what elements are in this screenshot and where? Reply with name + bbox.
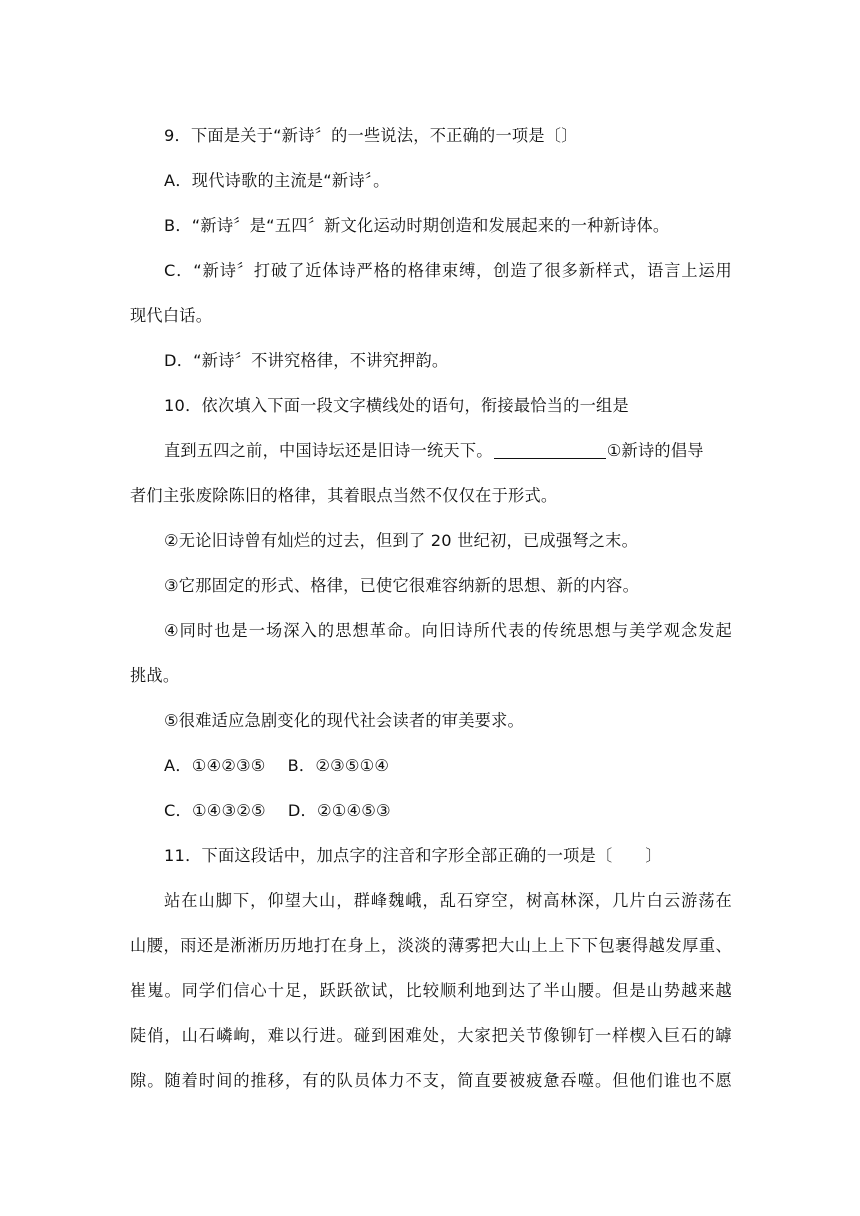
q10-option-a: A．①④②③⑤ bbox=[164, 756, 266, 775]
q10-passage-line1 bbox=[130, 428, 732, 473]
fill-in-blank bbox=[494, 440, 606, 459]
q10-stem: 10．依次填入下面一段文字横线处的语句，衔接最恰当的一组是 bbox=[164, 396, 629, 415]
q10-passage-line2: 者们主张废除陈旧的格律，其着眼点当然不仅仅在于形式。 bbox=[130, 486, 558, 505]
q9-option-a: A．现代诗歌的主流是“新诗〞。 bbox=[164, 171, 390, 190]
q9-option-b: B．“新诗〞是“五四〞新文化运动时期创造和发展起来的一种新诗体。 bbox=[164, 216, 670, 235]
q9-option-d: D．“新诗〞不讲究格律，不讲究押韵。 bbox=[164, 351, 449, 370]
q10-item-4-line1: ④同时也是一场深入的思想革命。向旧诗所代表的传统思想与美学观念发起 bbox=[164, 621, 732, 640]
q10-options-row2 bbox=[130, 788, 732, 833]
q10-item-3: ③它那固定的形式、格律，已使它很难容纳新的思想、新的内容。 bbox=[164, 576, 640, 595]
q10-item-2: ②无论旧诗曾有灿烂的过去，但到了 20 世纪初，已成强弩之末。 bbox=[164, 531, 639, 550]
q10-option-c: C．①④③②⑤ bbox=[164, 801, 266, 820]
q11-passage-line: 崔嵬。同学们信心十足，跃跃欲试，比较顺利地到达了半山腰。但是山势越来越 bbox=[130, 981, 732, 1000]
q9-stem: 9．下面是关于“新诗〞的一些说法，不正确的一项是〔〕 bbox=[164, 126, 578, 145]
q11-stem: 11．下面这段话中，加点字的注音和字形全部正确的一项是〔 〕 bbox=[164, 846, 662, 865]
q10-passage-before-blank: 直到五四之前，中国诗坛还是旧诗一统天下。 bbox=[164, 441, 493, 460]
q10-options-row1 bbox=[130, 743, 732, 788]
document-content bbox=[130, 113, 732, 1103]
q10-passage-after-blank: ①新诗的倡导 bbox=[606, 441, 704, 460]
q11-passage-line: 山腰，雨还是淅淅历历地打在身上，淡淡的薄雾把大山上上下下包裹得越发厚重、 bbox=[130, 936, 732, 955]
q9-option-c-line2: 现代白话。 bbox=[130, 306, 213, 325]
q10-option-b: B．②③⑤①④ bbox=[287, 756, 390, 775]
q11-passage-line: 站在山脚下，仰望大山，群峰魏峨，乱石穿空，树高林深，几片白云游荡在 bbox=[164, 891, 732, 910]
q10-option-d: D．②①④⑤③ bbox=[287, 801, 391, 820]
q10-item-4-line2: 挑战。 bbox=[130, 666, 180, 685]
q11-passage-line: 陡俏，山石嶙峋，难以行进。碰到困难处，大家把关节像铆钉一样楔入巨石的罅 bbox=[130, 1026, 732, 1045]
q11-passage-line: 隙。随着时间的推移，有的队员体力不支，简直要被疲惫吞噬。但他们谁也不愿 bbox=[130, 1071, 732, 1090]
q10-item-5: ⑤很难适应急剧变化的现代社会读者的审美要求。 bbox=[164, 711, 524, 730]
q9-option-c-line1: C．“新诗〞打破了近体诗严格的格律束缚，创造了很多新样式，语言上运用 bbox=[164, 261, 732, 280]
